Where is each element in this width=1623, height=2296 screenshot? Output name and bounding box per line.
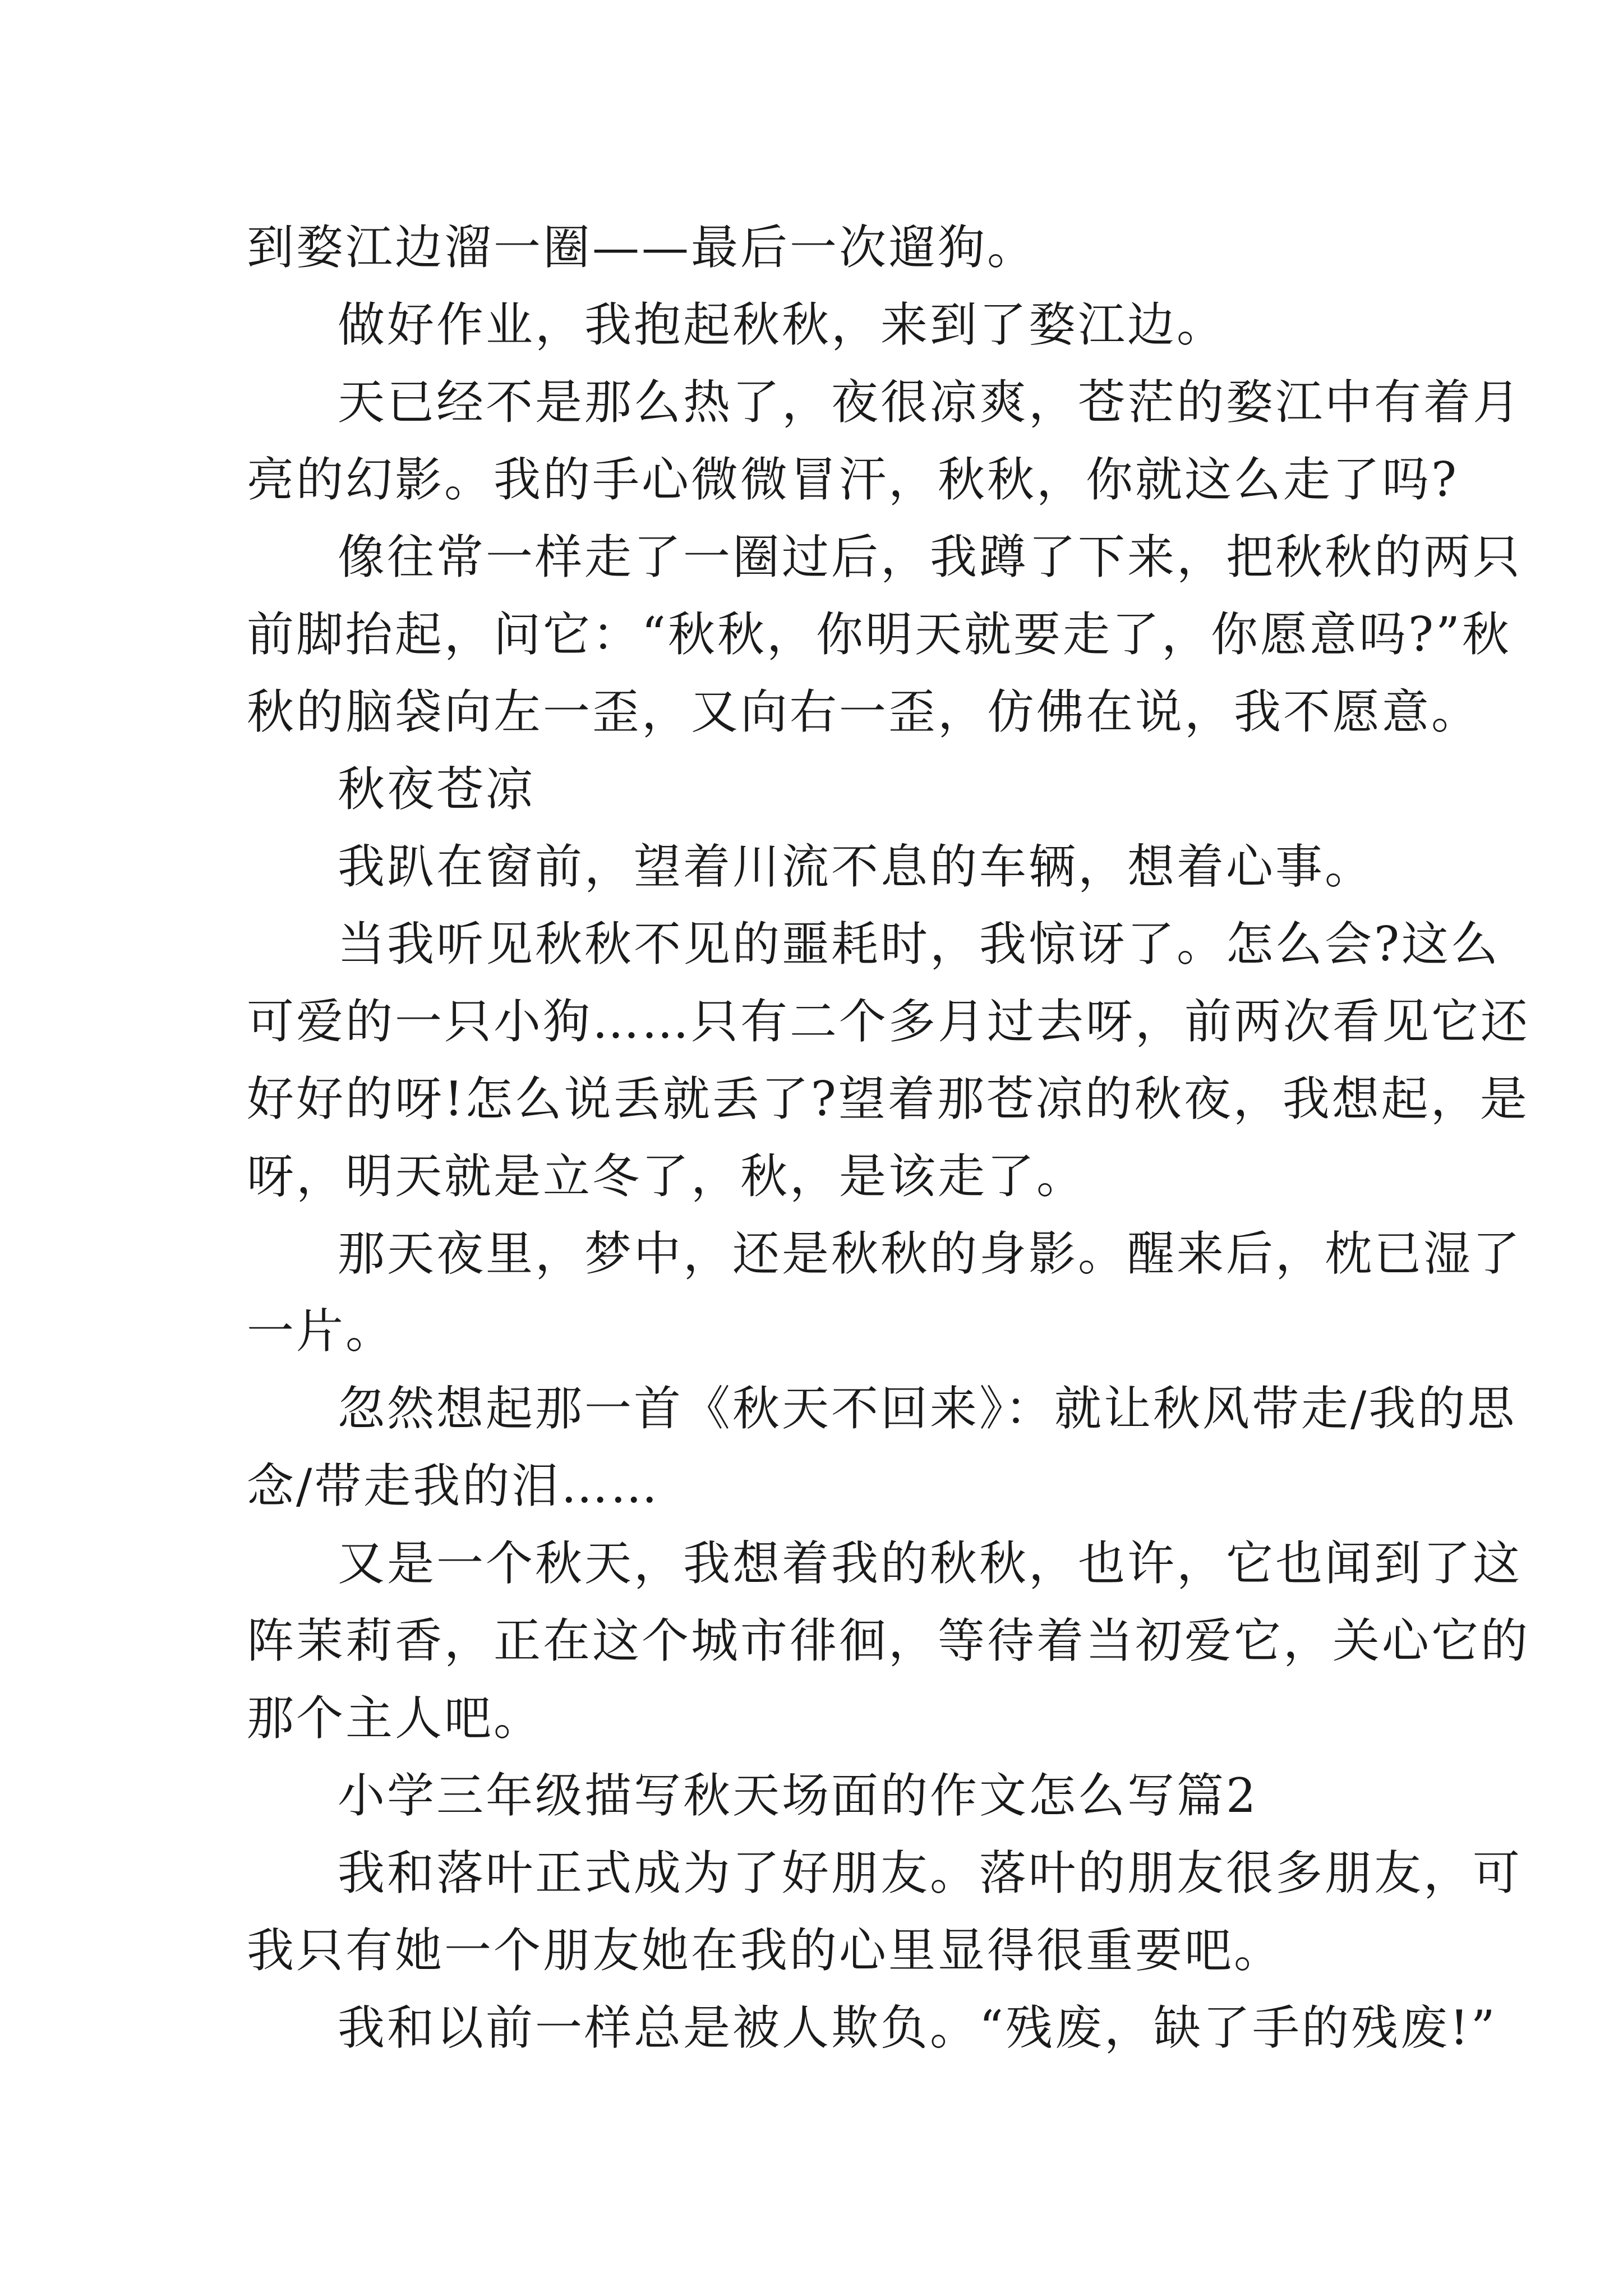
text-line: 秋的脑袋向左一歪，又向右一歪，仿佛在说，我不愿意。 (247, 684, 1481, 739)
text-line: 我趴在窗前，望着川流不息的车辆，想着心事。 (338, 839, 1375, 894)
text-line: 我和以前一样总是被人欺负。“残废，缺了手的残废!” (338, 2000, 1497, 2055)
text-line: 我只有她一个朋友她在我的心里显得很重要吧。 (247, 1923, 1284, 1978)
text-line: 前脚抬起，问它：“秋秋，你明天就要走了，你愿意吗?”秋 (247, 607, 1511, 662)
text-line: 天已经不是那么热了，夜很凉爽，苍茫的婺江中有着月 (338, 375, 1523, 430)
section-heading: 小学三年级描写秋天场面的作文怎么写篇2 (338, 1768, 1258, 1823)
text-line: 亮的幻影。我的手心微微冒汗，秋秋，你就这么走了吗? (247, 452, 1459, 507)
text-line: 忽然想起那一首《秋天不回来》：就让秋风带走/我的思 (338, 1381, 1517, 1436)
text-line: 念/带走我的泪…… (247, 1458, 660, 1513)
text-line: 好好的呀!怎么说丢就丢了?望着那苍凉的秋夜，我想起，是 (247, 1071, 1529, 1126)
text-line: 呀，明天就是立冬了，秋，是该走了。 (247, 1149, 1086, 1204)
text-line: 又是一个秋天，我想着我的秋秋，也许，它也闻到了这 (338, 1536, 1523, 1591)
text-line: 像往常一样走了一圈过后，我蹲了下来，把秋秋的两只 (338, 530, 1523, 585)
body-text (247, 209, 1530, 2067)
text-line: 可爱的一只小狗……只有二个多月过去呀，前两次看见它还 (247, 994, 1530, 1049)
text-line: 那天夜里，梦中，还是秋秋的身影。醒来后，枕已湿了 (338, 1226, 1523, 1281)
text-line: 我和落叶正式成为了好朋友。落叶的朋友很多朋友，可 (338, 1846, 1523, 1901)
text-line: 到婺江边溜一圈——最后一次遛狗。 (247, 220, 1037, 275)
text-line: 做好作业，我抱起秋秋，来到了婺江边。 (338, 297, 1227, 352)
section-heading: 秋夜苍凉 (338, 762, 536, 817)
text-line: 那个主人吧。 (247, 1691, 543, 1746)
text-line: 阵茉莉香，正在这个城市徘徊，等待着当初爱它，关心它的 (247, 1613, 1530, 1668)
text-line: 当我听见秋秋不见的噩耗时，我惊讶了。怎么会?这么 (338, 917, 1501, 972)
text-line: 一片。 (247, 1304, 395, 1359)
